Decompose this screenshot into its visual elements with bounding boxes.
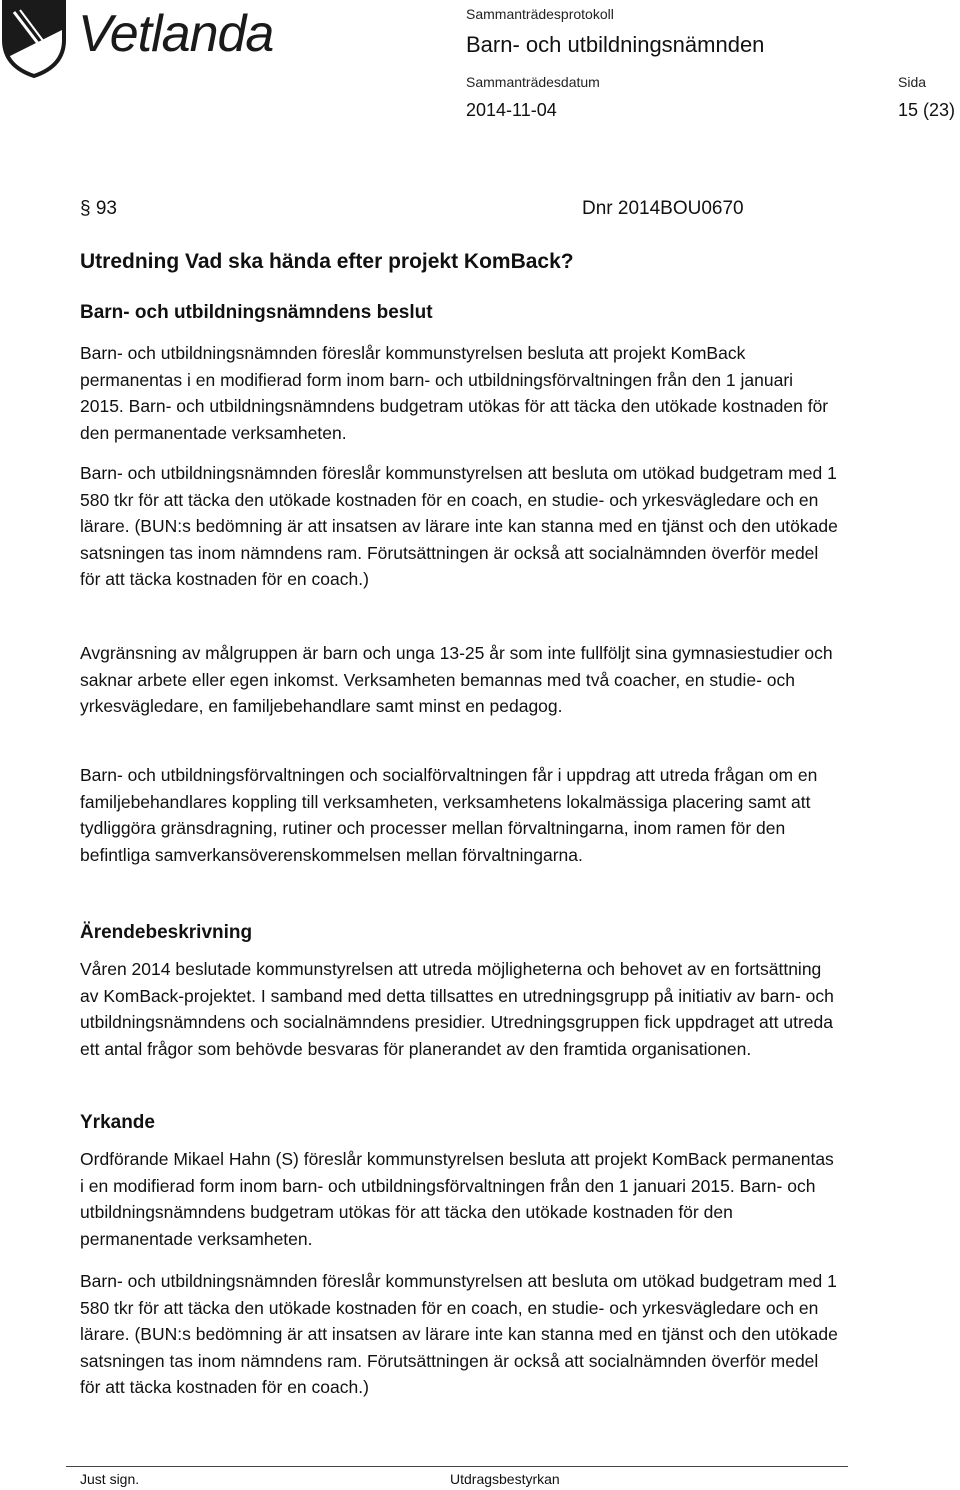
- date-label: Sammanträdesdatum: [466, 74, 600, 90]
- logo-wordmark: Vetlanda: [78, 5, 274, 63]
- just-sign-label: Just sign.: [80, 1471, 140, 1487]
- motion-paragraph-2: Barn- och utbildningsnämnden föreslår kommunstyrelsen att besluta om utökad budgetram med 1 580 tkr för att täcka den utökade kostnaden för en coach, en studie- och yrkesvägledare och en lärare. (BUN:s bedömning är att insatsen av lärare inte kan stanna med en tjänst och den utökade satsningen tas inom nämndens ram. Förutsättningen är också att socialnämnden överför medel för att täcka kostnaden för en coach.): [80, 1271, 838, 1398]
- coat-of-arms-icon: [0, 0, 70, 78]
- motion-paragraph-1: Ordförande Mikael Hahn (S) föreslår kommunstyrelsen besluta att projekt KomBack permanentas i en modifierad form inom barn- och utbildningsförvaltningen från den 1 januari 2015. Barn- och utbildningsnämndens budgetram utökas för att täcka den utökade kostnaden för den permanentade verksamheten.: [80, 1149, 834, 1249]
- vetlanda-logo: [0, 0, 300, 80]
- committee-name: Barn- och utbildningsnämnden: [466, 32, 765, 57]
- case-description-heading: Ärendebeskrivning: [80, 922, 253, 943]
- item-title: Utredning Vad ska hända efter projekt KomBack?: [80, 250, 574, 273]
- decision-paragraph-2: Barn- och utbildningsnämnden föreslår kommunstyrelsen att besluta om utökad budgetram med 1 580 tkr för att täcka den utökade kostnaden för en coach, en studie- och yrkesvägledare och en lärare. (BUN:s bedömning är att insatsen av lärare inte kan stanna med en tjänst och den utökade satsningen tas inom nämndens ram. Förutsättningen är också att socialnämnden överför medel för att täcka kostnaden för en coach.): [80, 463, 838, 590]
- decision-paragraph-3: Avgränsning av målgruppen är barn och unga 13-25 år som inte fullföljt sina gymnasiestudier och saknar arbete eller egen inkomst. Verksamheten bemannas med två coacher, en studie- och yrkesvägledare, en familjebehandlare samt minst en pedagog.: [80, 643, 833, 717]
- decision-paragraph-4: Barn- och utbildningsförvaltningen och socialförvaltningen får i uppdrag att utreda frågan om en familjebehandlares koppling till verksamheten, verksamhetens lokalmässiga placering samt att tydliggöra gränsdragning, rutiner och processer mellan förvaltningarna, inom ramen för den befintliga samverkansöverenskommelsen mellan förvaltningarna.: [80, 765, 818, 865]
- case-description-paragraph: Våren 2014 beslutade kommunstyrelsen att utreda möjligheterna och behovet av en fortsättning av KomBack-projektet. I samband med detta tillsattes en utredningsgrupp på initiativ av barn- och utbildningsnämndens och socialnämndens presidier. Utredningsgruppen fick uppdraget att utreda ett antal frågor som behövde besvaras för planerandet av den framtida organisationen.: [80, 959, 834, 1059]
- footer-divider: [66, 1466, 848, 1467]
- page-number: 15 (23): [898, 100, 956, 120]
- extract-certification-label: Utdragsbestyrkan: [450, 1471, 560, 1487]
- decision-paragraph-1: Barn- och utbildningsnämnden föreslår kommunstyrelsen besluta att projekt KomBack permanentas i en modifierad form inom barn- och utbildningsförvaltningen från den 1 januari 2015. Barn- och utbildningsnämndens budgetram utökas för att täcka den utökade kostnaden för den permanentade verksamheten.: [80, 343, 829, 443]
- doc-type-label: Sammanträdesprotokoll: [466, 6, 614, 22]
- decision-heading: Barn- och utbildningsnämndens beslut: [80, 302, 433, 323]
- dnr-number: Dnr 2014BOU0670: [582, 198, 744, 219]
- paragraph-ref: § 93: [80, 198, 117, 219]
- motion-heading: Yrkande: [80, 1112, 155, 1133]
- meeting-date: 2014-11-04: [466, 100, 557, 120]
- page-label: Sida: [898, 74, 927, 90]
